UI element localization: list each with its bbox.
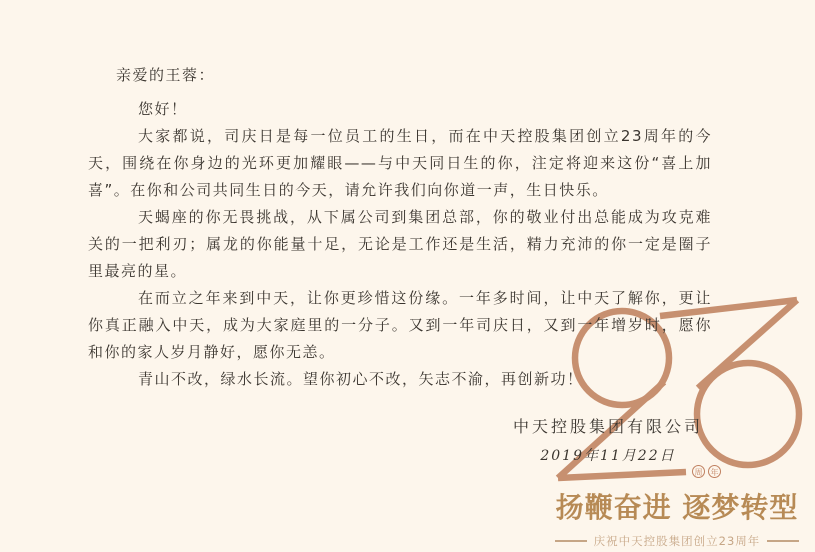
- digit-2-base: [558, 472, 686, 478]
- letter-paragraph: 在而立之年来到中天，让你更珍惜这份缘。一年多时间，让中天了解你，更让你真正融入中天，成为大家庭里的一分子。又到一年司庆日，又到一年增岁时，愿你和你的家人岁月静好，愿你无恙。: [88, 289, 712, 361]
- slogan-text: 扬鞭奋进 逐梦转型: [555, 491, 799, 524]
- subtitle-row: [552, 533, 802, 549]
- letter-paragraph: 青山不改，绿水长流。望你初心不改，矢志不渝，再创新功！: [138, 370, 584, 388]
- divider-line-right: [767, 540, 799, 542]
- slogan-block: [552, 486, 802, 549]
- divider-line-left: [555, 540, 587, 542]
- signature-date: 2019年11月22日: [540, 448, 676, 464]
- subtitle-text: 庆祝中天控股集团创立23周年: [593, 534, 761, 548]
- letter-paragraph: 天蝎座的你无畏挑战，从下属公司到集团总部，你的敬业付出总能成为攻克难关的一把利刃；属龙的你能量十足，无论是工作还是生活，精力充沛的你一定是圈子里最亮的星。: [88, 208, 712, 280]
- seal-nian-icon: 年: [708, 465, 721, 478]
- letter-salutation: 您好！: [138, 100, 188, 118]
- signature-block: [478, 414, 738, 465]
- seal-zhou-icon: 周: [692, 465, 705, 478]
- anniversary-seals: [692, 465, 721, 478]
- signature-company: 中天控股集团有限公司: [512, 417, 703, 436]
- letter-body: [88, 62, 712, 393]
- letter-greeting: 亲爱的王蓉：: [116, 66, 216, 84]
- letter-paragraph: 大家都说，司庆日是每一位员工的生日，而在中天控股集团创立23周年的今天，围绕在你身边的光环更加耀眼——与中天同日生的你，注定将迎来这份“喜上加喜”。在你和公司共同生日的今天，请允许我们向你道一声，生日快乐。: [88, 127, 712, 199]
